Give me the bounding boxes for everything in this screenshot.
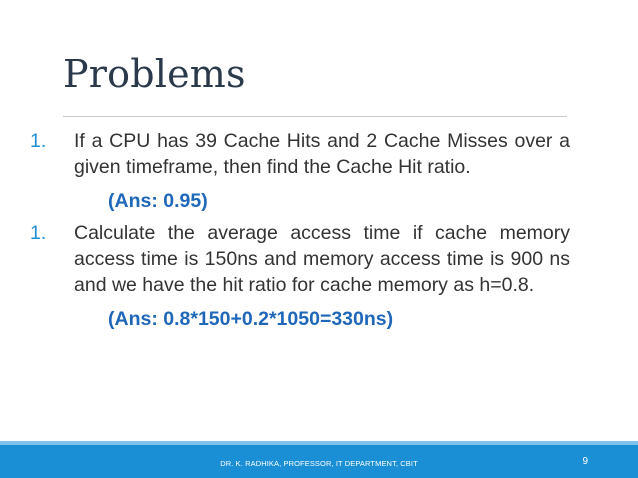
problem-number: 1. — [30, 222, 47, 244]
slide-title: Problems — [63, 52, 246, 96]
footer-text: DR. K. RADHIKA, PROFESSOR, IT DEPARTMENT, CBIT — [220, 459, 418, 468]
problem-item-1 — [30, 128, 570, 214]
problem-item-2 — [30, 220, 570, 332]
problem-answer: (Ans: 0.95) — [108, 190, 208, 212]
problem-text: Calculate the average access time if cache memory access time is 150ns and memory access time is 900 ns and we have the hit ratio for cache memory as h=0.8. — [74, 222, 570, 296]
title-divider — [63, 116, 567, 117]
page-number: 9 — [582, 456, 588, 467]
problem-text: If a CPU has 39 Cache Hits and 2 Cache Misses over a given timeframe, then find the Cache Hit ratio. — [74, 130, 570, 178]
problem-answer: (Ans: 0.8*150+0.2*1050=330ns) — [108, 308, 394, 330]
problem-number: 1. — [30, 130, 47, 152]
footer-bar — [0, 445, 638, 478]
problem-list — [30, 128, 570, 338]
